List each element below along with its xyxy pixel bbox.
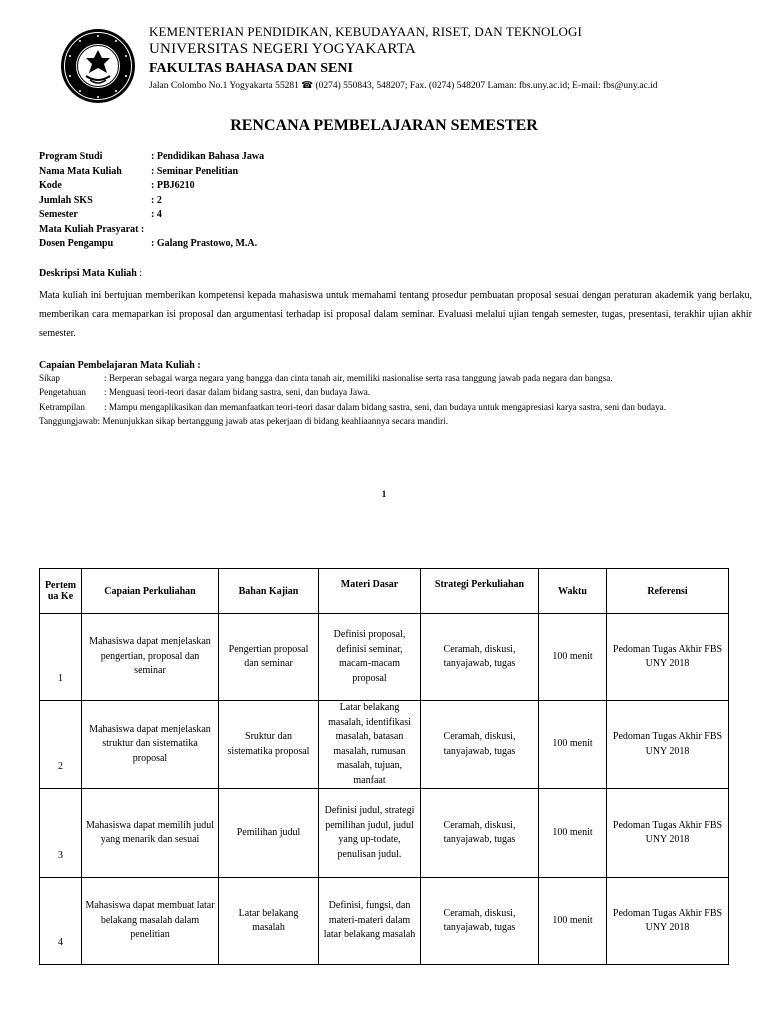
meeting-number: 1: [40, 614, 82, 701]
material-cell: Definisi, fungsi, dan materi-materi dalam latar belakang masalah: [319, 878, 421, 965]
outcome-cell: Mahasiswa dapat memilih judul yang menarik dan sesuai: [82, 789, 219, 878]
outcome-value: : Menguasi teori-teori dasar dalam bidang sastra, seni, dan budaya Jawa.: [104, 387, 371, 398]
description-heading-label: Deskripsi Mata Kuliah: [39, 268, 137, 279]
strategy-cell: Ceramah, diskusi, tanyajawab, tugas: [421, 701, 539, 789]
header-topic: Bahan Kajian: [219, 569, 319, 614]
info-value: : PBJ6210: [151, 180, 195, 191]
info-label: Program Studi: [39, 151, 103, 162]
info-label: Kode: [39, 180, 62, 191]
faculty-address: Jalan Colombo No.1 Yogyakarta 55281 ☎ (0274) 550843, 548207; Fax. (0274) 548207 Laman: fbs.uny.ac.id; E-mail: fbs@uny.ac.id: [149, 81, 658, 91]
reference-cell: Pedoman Tugas Akhir FBS UNY 2018: [607, 614, 729, 701]
info-value: : Seminar Penelitian: [151, 165, 239, 177]
header-outcome: Capaian Perkuliahan: [82, 569, 219, 614]
learning-outcomes-heading: Capaian Pembelajaran Mata Kuliah :: [39, 360, 201, 371]
material-cell: Definisi proposal, definisi seminar, macam-macam proposal: [319, 614, 421, 701]
page-number: 1: [381, 489, 387, 499]
description-heading: [39, 268, 142, 279]
header-strategy: Strategi Perkuliahan: [421, 569, 539, 614]
strategy-cell: Ceramah, diskusi, tanyajawab, tugas: [421, 878, 539, 965]
header-material: Materi Dasar: [319, 569, 421, 614]
outcome-cell: Mahasiswa dapat menjelaskan struktur dan sistematika proposal: [82, 701, 219, 789]
outcome-value: : Mampu mengaplikasikan dan memanfaatkan teori-teori dasar dalam bidang sastra, seni, dan budaya untuk mengapresiasi karya sastra, seni dan budaya.: [104, 401, 667, 412]
time-cell: 100 menit: [539, 789, 607, 878]
table-row: [40, 789, 729, 878]
outcome-responsibility-text: Tanggungjawab: Menunjukkan sikap bertanggung jawab atas pekerjaan di bidang keahliaannya secara mandiri.: [39, 415, 449, 426]
info-label: Dosen Pengampu: [39, 238, 114, 249]
document-title: RENCANA PEMBELAJARAN SEMESTER: [230, 117, 538, 134]
university-seal-logo: [60, 28, 136, 104]
description-heading-colon: :: [136, 268, 143, 279]
material-cell: Definisi judul, strategi pemilihan judul, judul yang up-todate, penulisan judul.: [319, 789, 421, 878]
info-value: : Pendidikan Bahasa Jawa: [151, 151, 265, 162]
material-cell: Latar belakang masalah, identifikasi masalah, batasan masalah, rumusan masalah, tujuan, manfaat: [319, 701, 421, 789]
info-value: : Galang Prastowo, M.A.: [151, 238, 258, 249]
university-name: UNIVERSITAS NEGERI YOGYAKARTA: [149, 41, 416, 57]
topic-cell: Pengertian proposal dan seminar: [219, 614, 319, 701]
table-row: [40, 701, 729, 789]
info-label: Semester: [39, 209, 78, 220]
table-row: [40, 878, 729, 965]
meeting-number: 4: [40, 878, 82, 965]
topic-cell: Latar belakang masalah: [219, 878, 319, 965]
info-label: Mata Kuliah Prasyarat :: [39, 223, 145, 235]
outcome-cell: Mahasiswa dapat menjelaskan pengertian, proposal dan seminar: [82, 614, 219, 701]
time-cell: 100 menit: [539, 614, 607, 701]
header-meeting: Pertem ua Ke: [40, 569, 82, 614]
table-row: [40, 614, 729, 701]
course-schedule-table: [39, 568, 729, 965]
header-reference: Referensi: [607, 569, 729, 614]
meeting-number: 2: [40, 701, 82, 789]
meeting-number: 3: [40, 789, 82, 878]
outcome-label: Pengetahuan: [39, 387, 86, 398]
topic-cell: Pemilihan judul: [219, 789, 319, 878]
topic-cell: Sruktur dan sistematika proposal: [219, 701, 319, 789]
faculty-name: FAKULTAS BAHASA DAN SENI: [149, 61, 353, 76]
outcome-cell: Mahasiswa dapat membuat latar belakang masalah dalam penelitian: [82, 878, 219, 965]
reference-cell: Pedoman Tugas Akhir FBS UNY 2018: [607, 701, 729, 789]
strategy-cell: Ceramah, diskusi, tanyajawab, tugas: [421, 614, 539, 701]
outcome-label: Sikap: [39, 373, 60, 383]
table-header-row: [40, 569, 729, 614]
info-label: Jumlah SKS: [39, 194, 93, 206]
time-cell: 100 menit: [539, 701, 607, 789]
header-time: Waktu: [539, 569, 607, 614]
reference-cell: Pedoman Tugas Akhir FBS UNY 2018: [607, 878, 729, 965]
outcome-label: Ketrampilan: [39, 401, 85, 412]
ministry-name: KEMENTERIAN PENDIDIKAN, KEBUDAYAAN, RISET, DAN TEKNOLOGI: [149, 24, 582, 39]
info-value: : 2: [151, 194, 162, 206]
info-value: : 4: [151, 209, 162, 220]
description-text: Mata kuliah ini bertujuan memberikan kompetensi kepada mahasiswa untuk memahami tentang prosedur pembuatan proposal sesuai dengan peraturan akademik yang berlaku, memberikan cara memaparkan isi proposal dan argumentasi terhadap isi proposal dalam seminar. Evaluasi melalui ujian tengah semester, tugas, presentasi, terakhir ujian akhir semester.: [39, 290, 752, 339]
strategy-cell: Ceramah, diskusi, tanyajawab, tugas: [421, 789, 539, 878]
info-label: Nama Mata Kuliah: [39, 165, 122, 177]
outcome-value: : Berperan sebagai warga negara yang bangga dan cinta tanah air, memiliki nasionalise serta rasa tanggung jawab pada negara dan bangsa.: [104, 373, 613, 383]
reference-cell: Pedoman Tugas Akhir FBS UNY 2018: [607, 789, 729, 878]
time-cell: 100 menit: [539, 878, 607, 965]
